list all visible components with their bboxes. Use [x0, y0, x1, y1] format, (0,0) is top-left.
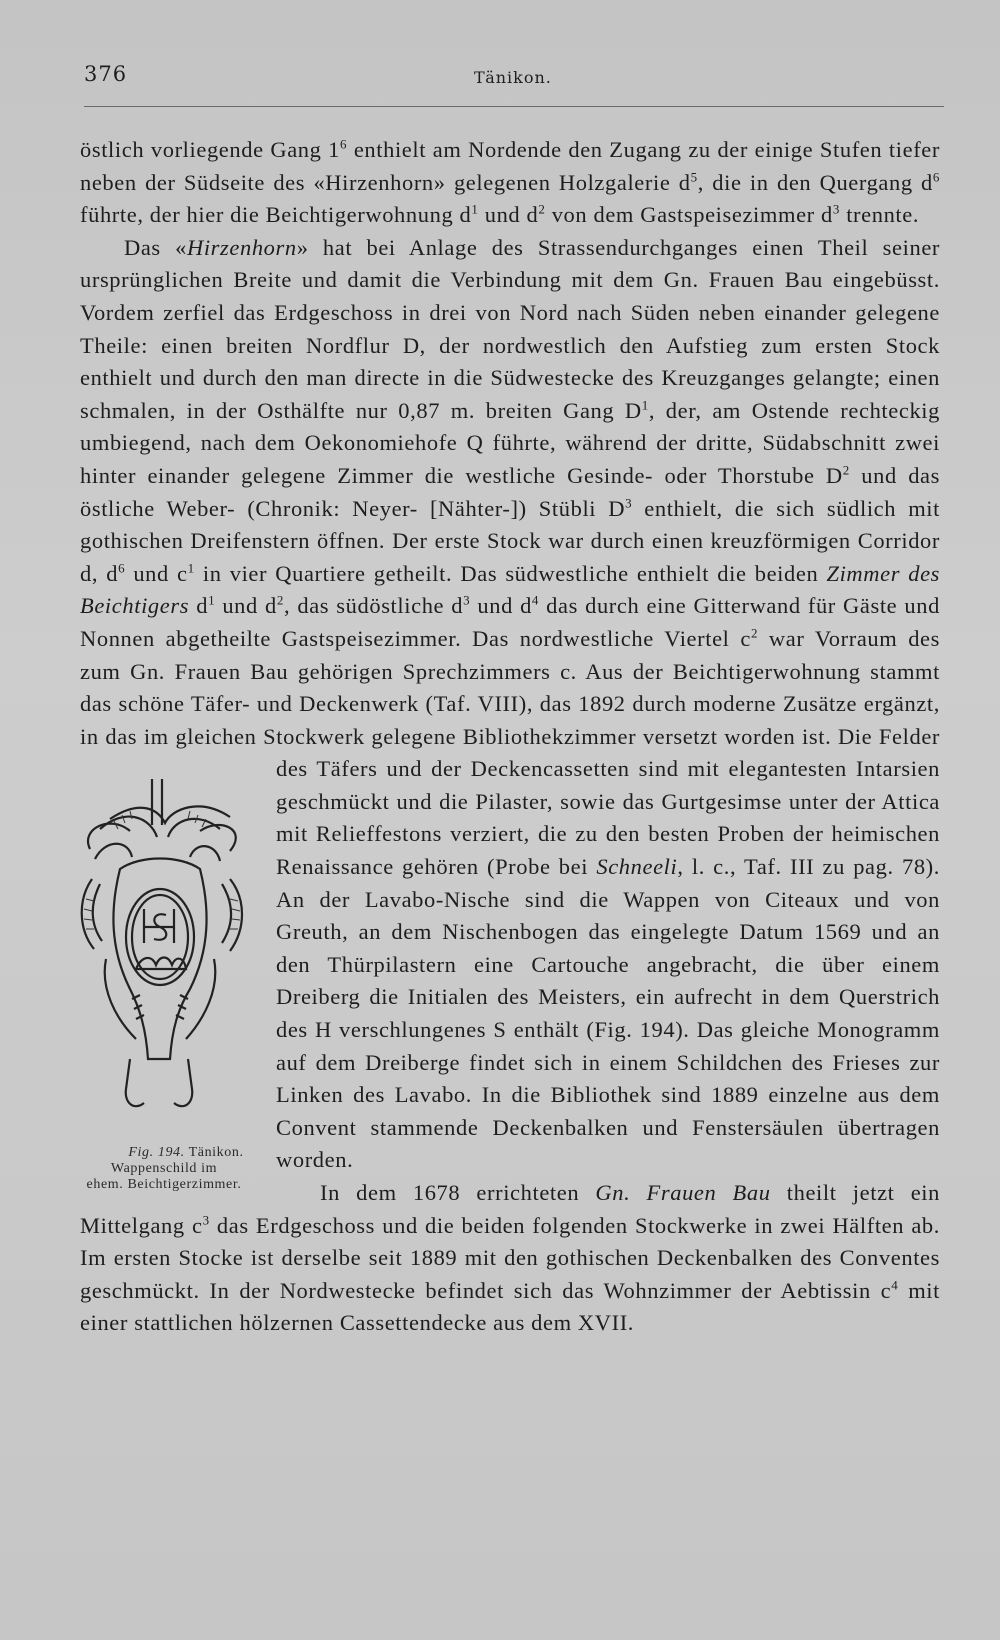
superscript: 6	[340, 136, 348, 152]
superscript: 4	[891, 1277, 899, 1293]
superscript: 1	[641, 397, 649, 413]
text-run: und d	[478, 202, 539, 228]
superscript: 1	[208, 592, 216, 608]
body-text	[80, 134, 940, 1340]
text-run: » hat bei Anlage des Strassendurchganges einen Theil seiner ursprünglichen Breite und damit die Verbindung mit dem Gn. Frauen Bau eingebüsst. Vordem zerfiel das Erdgeschoss in drei von Nord nach Süden neben einander gelegene Theile: einen breiten Nordflur D, der nordwestlich den Aufstieg zum ersten Stock enthielt und durch den man directe in die Südwestecke des Kreuzganges gelangte; einen schmalen, in der Osthälfte nur 0,87 m. breiten Gang D	[80, 234, 941, 423]
superscript: 3	[832, 201, 840, 217]
text-run: , die in den Quergang d	[697, 169, 933, 195]
text-run: , l. c., Taf. III zu pag. 78). An der Lavabo-Nische sind die Wappen von Citeaux und von Greuth, an dem Nischenbogen das eingelegte Datum 1569 und an den Thürpilastern eine Cartouche angebracht, die über einem Dreiberg die Initialen des Meisters, ein aufrecht in dem Querstrich des H verschlungenes S enthält (Fig. 194). Das gleiche Monogramm auf dem Dreiberge findet sich in einem Schildchen des Frieses zur Linken des Lavabo. In die Bibliothek sind 1889 einzelne aus dem Convent stammende Deckenbalken und Fenstersäulen übertragen worden.	[276, 854, 940, 1173]
text-run: und c	[125, 560, 188, 586]
superscript: 2	[750, 625, 759, 641]
superscript: 3	[202, 1212, 210, 1228]
text-run: d	[189, 593, 209, 619]
text-run: das durch eine Gitterwand für Gäste und Nonnen abgetheilte Gastspeisezimmer. Das nordwestliche Viertel c	[80, 593, 940, 651]
italic-text: Gn. Frauen Bau	[595, 1180, 771, 1205]
figure-caption-line2: Wappenschild im	[110, 1161, 218, 1177]
text-run: theilt jetzt ein Mittelgang c	[80, 1180, 940, 1238]
text-run: führte, der hier die Beichtigerwohnung d	[80, 202, 472, 228]
text-run: enthielt, die sich südlich mit gothischen Dreifenstern öffnen. Der erste Stock war durch einen kreuzförmigen Corridor d, d	[80, 495, 940, 586]
superscript: 2	[842, 462, 850, 478]
paragraph	[80, 134, 940, 232]
superscript: 2	[538, 201, 546, 217]
figure-caption-line3: ehem. Beichtigerzimmer.	[86, 1177, 242, 1193]
text-run: von dem Gastspeisezimmer d	[545, 202, 833, 228]
superscript: 4	[531, 592, 540, 608]
superscript: 5	[690, 169, 698, 185]
text-run: in vier Quartiere getheilt. Das südwestliche enthielt die beiden	[194, 560, 827, 586]
text-run: Das «	[124, 234, 187, 260]
text-run: , das südöstliche d	[283, 593, 464, 619]
superscript: 3	[463, 592, 471, 608]
text-run: das Erdgeschoss und die beiden folgenden Stockwerke in zwei Hälften ab. Im ersten Stocke ist derselbe seit 1889 mit den gothischen Deckenbalken des Conventes geschmückt. In der Nordwestecke befindet sich das Wohnzimmer der Aebtissin c	[80, 1212, 941, 1303]
superscript: 1	[187, 560, 195, 576]
superscript: 2	[276, 592, 284, 608]
text-run: elegantesten Intarsien geschmückt und die Pilaster, sowie das Gurtgesimse unter der Attica mit Relieffestons verziert, die zu den besten Proben der heimischen Renaissance gehören (Probe bei	[276, 756, 940, 880]
page-number: 376	[84, 62, 128, 86]
superscript: 3	[625, 495, 633, 511]
text-run: , der, am Ostende rechteckig umbiegend, nach dem Oekonomiehofe Q führte, während der dritte, Südabschnitt zwei hinter einander gelegene Zimmer die westliche Gesinde- oder Thorstube D	[80, 397, 940, 488]
figure-194	[70, 759, 258, 1209]
superscript: 6	[118, 560, 126, 576]
text-run: In dem 1678 errichteten	[320, 1180, 596, 1205]
italic-text: Zimmer des Beichtigers	[80, 560, 941, 619]
text-run: mit einer stattlichen hölzernen Cassettendecke aus dem XVII.	[80, 1277, 940, 1336]
italic-text: Hirzenhorn	[186, 234, 297, 260]
running-head: Tänikon.	[474, 68, 552, 87]
figure-caption	[70, 1145, 258, 1193]
text-run: trennte.	[839, 202, 920, 228]
text-run: und d	[215, 593, 277, 619]
header-rule	[84, 106, 944, 107]
italic-text: Schneeli	[596, 854, 678, 880]
text-run: und d	[470, 593, 532, 619]
superscript: 1	[471, 201, 479, 217]
figure-place: Tänikon.	[188, 1145, 244, 1161]
text-run: östlich vorliegende Gang 1	[80, 137, 341, 162]
figure-number: Fig. 194.	[128, 1145, 185, 1161]
text-run: war Vorraum des zum Gn. Frauen Bau gehörigen Sprechzimmers c. Aus der Beichtigerwohnung stammt das schöne Täfer- und Deckenwerk (Taf. VIII), das 1892 durch moderne Zusätze ergänzt, in das im gleichen Stockwerk gelegene Bibliothekzimmer versetzt worden ist. Die Felder des Täfers und der Deckencassetten sind mit	[80, 625, 940, 782]
coat-of-arms-cartouche-drawing	[70, 759, 258, 1159]
superscript: 6	[932, 169, 941, 185]
page-header	[84, 62, 944, 92]
text-run: und das östliche Weber- (Chronik: Neyer- [Nähter-]) Stübli D	[80, 462, 940, 521]
text-run: enthielt am Nordende den Zugang zu der einige Stufen tiefer neben der Südseite des «Hirzenhorn» gelegenen Holzgalerie d	[80, 137, 940, 195]
